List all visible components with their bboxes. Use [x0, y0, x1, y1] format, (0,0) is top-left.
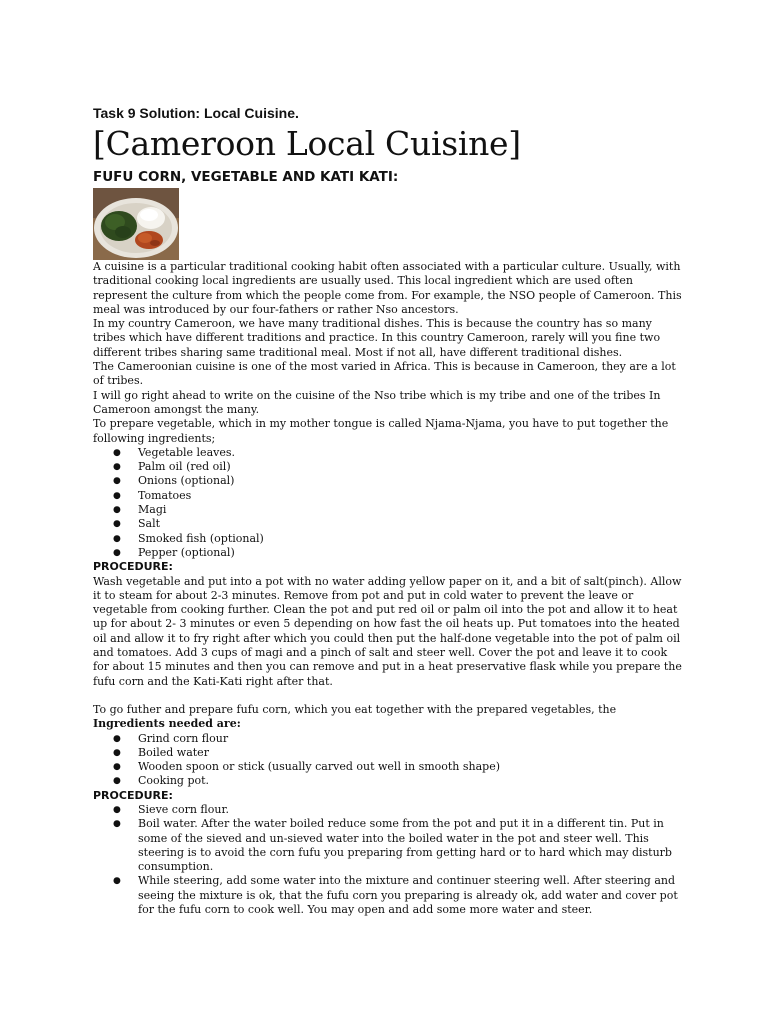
list-item	[93, 503, 683, 517]
ingredient-text: Onions (optional)	[138, 474, 235, 488]
bullet-icon: ●	[113, 747, 121, 758]
ingredient-text: Wooden spoon or stick (usually carved out well in smooth shape)	[138, 760, 501, 774]
procedure-heading: PROCEDURE:	[93, 788, 173, 802]
intro-section	[93, 260, 683, 446]
paragraph-spacer	[93, 689, 683, 703]
food-plate-photo	[93, 188, 179, 260]
procedure-heading: PROCEDURE:	[93, 560, 173, 574]
vegetable-procedure-paragraph: Wash vegetable and put into a pot with no water adding yellow paper on it, and a bit of salt(pinch). Allow it to steam for about 2-3 minutes. Remove from pot and put in cold water to prevent the leave or vegetable from cooking further. Clean the pot and put red oil or palm oil into the pot and allow it to heat up for about 2- 3 minutes or even 5 depending on how fast the oil heats up. Put tomatoes into the heated oil and allow it to fry right after which you could then put the half-done vegetable into the pot of palm oil and tomatoes. Add 3 cups of magi and a pinch of salt and steer well. Cover the pot and leave it to cook for about 15 minutes and then you can remove and put in a heat preservative flask while you prepare the fufu corn and the Kati-Kati right after that.	[93, 574, 682, 688]
procedure-step-text: Boil water. After the water boiled reduce some from the pot and put it in a different tin. Put in some of the sieved and un-sieved water into the boiled water in the pot and steer well. This steering is to avoid the corn fufu you preparing from getting hard or to hard which may disturb consumption.	[138, 817, 672, 874]
bullet-icon: ●	[113, 733, 121, 744]
list-item	[93, 774, 683, 788]
ingredient-text: Tomatoes	[138, 488, 192, 502]
ingredient-text: Pepper (optional)	[138, 545, 235, 559]
bullet-icon: ●	[113, 547, 121, 558]
bullet-icon: ●	[113, 490, 121, 501]
list-item	[93, 817, 683, 874]
list-item	[93, 746, 683, 760]
list-item	[93, 803, 683, 817]
intro-paragraph: A cuisine is a particular traditional cooking habit often associated with a particular culture. Usually, with traditional cooking local ingredients are usually used. This local ingredient which are used often represent the culture from which the people come from. For example, the NSO people of Cameroon. This meal was introduced by our four-fathers or rather Nso ancestors.	[93, 260, 682, 316]
intro-paragraph: In my country Cameroon, we have many traditional dishes. This is because the country has so many tribes which have different traditions and practice. In this country Cameroon, rarely will you fine two different tribes sharing same traditional meal. Most if not all, have different traditional dishes.	[93, 317, 661, 359]
ingredients-heading: Ingredients needed are:	[93, 717, 241, 731]
list-item	[93, 474, 683, 488]
list-item	[93, 874, 683, 917]
list-item	[93, 460, 683, 474]
list-item	[93, 546, 683, 560]
list-item	[93, 760, 683, 774]
document-content	[93, 104, 683, 917]
dish-subtitle: FUFU CORN, VEGETABLE AND KATI KATI:	[93, 169, 399, 185]
bullet-icon: ●	[113, 804, 121, 815]
main-title: [Cameroon Local Cuisine]	[93, 124, 521, 163]
intro-paragraph: The Cameroonian cuisine is one of the most varied in Africa. This is because in Cameroon, they are a lot of tribes.	[93, 360, 676, 388]
bullet-icon: ●	[113, 762, 121, 773]
bullet-icon: ●	[113, 533, 121, 544]
bullet-icon: ●	[113, 505, 121, 516]
ingredient-text: Grind corn flour	[138, 731, 229, 745]
ingredient-text: Palm oil (red oil)	[138, 460, 231, 474]
task-title: Task 9 Solution: Local Cuisine.	[93, 105, 299, 121]
procedure-step-text: Sieve corn flour.	[138, 802, 229, 816]
vegetable-ingredients-list	[93, 446, 683, 560]
bullet-icon: ●	[113, 876, 121, 887]
ingredient-text: Boiled water	[138, 745, 209, 759]
list-item	[93, 489, 683, 503]
list-item	[93, 732, 683, 746]
ingredient-text: Vegetable leaves.	[138, 445, 235, 459]
fufu-procedure-list	[93, 803, 683, 917]
ingredient-text: Magi	[138, 503, 167, 517]
bullet-icon: ●	[113, 819, 121, 830]
ingredient-text: Smoked fish (optional)	[138, 531, 264, 545]
bullet-icon: ●	[113, 519, 121, 530]
list-item	[93, 517, 683, 531]
ingredient-text: Salt	[138, 517, 161, 531]
bullet-icon: ●	[113, 776, 121, 787]
bullet-icon: ●	[113, 447, 121, 458]
ingredient-text: Cooking pot.	[138, 774, 210, 788]
intro-paragraph: To prepare vegetable, which in my mother tongue is called Njama-Njama, you have to put together the following ingredients;	[93, 417, 669, 445]
procedure-step-text: While steering, add some water into the mixture and continuer steering well. After steering and seeing the mixture is ok, that the fufu corn you preparing is already ok, add water and cover pot for the fufu corn to cook well. You may open and add some more water and steer.	[138, 874, 678, 917]
bullet-icon: ●	[113, 476, 121, 487]
fufu-intro-paragraph: To go futher and prepare fufu corn, which you eat together with the prepared vegetables, the	[93, 702, 617, 716]
intro-paragraph: I will go right ahead to write on the cuisine of the Nso tribe which is my tribe and one of the tribes In Cameroon amongst the many.	[93, 388, 661, 416]
list-item	[93, 446, 683, 460]
bullet-icon: ●	[113, 462, 121, 473]
fufu-ingredients-list	[93, 732, 683, 789]
list-item	[93, 532, 683, 546]
